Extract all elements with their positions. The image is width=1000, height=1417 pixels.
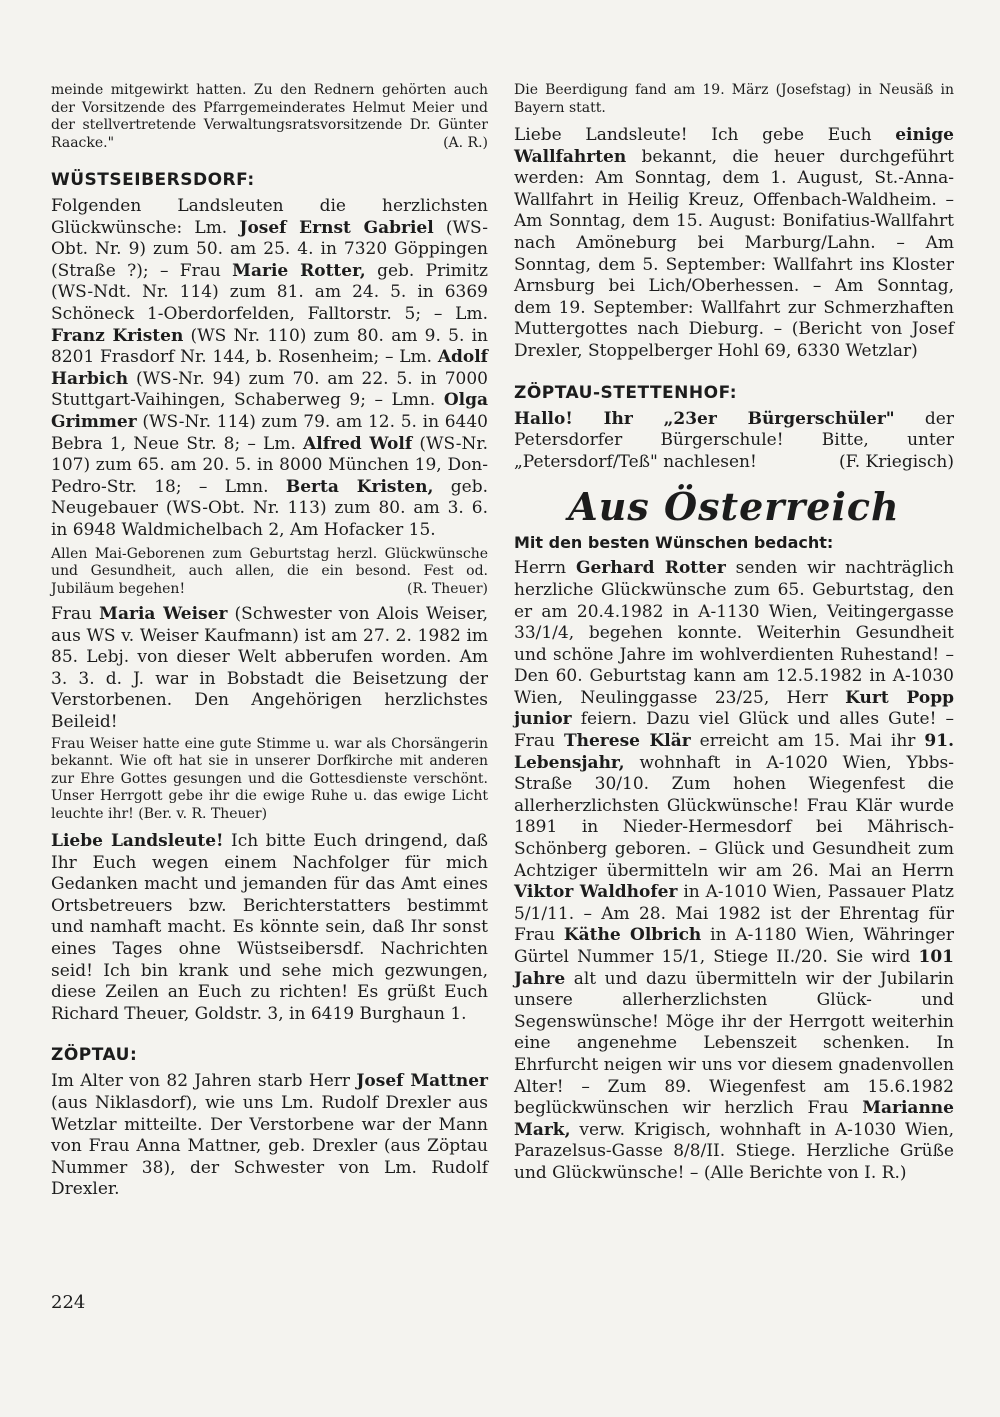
age-91: 91. Lebensjahr, bbox=[514, 731, 954, 773]
name-therese-klaer: Therese Klär bbox=[563, 731, 691, 752]
page-number: 224 bbox=[51, 1292, 86, 1313]
heading-wuestseibersdorf: WÜSTSEIBERSDORF: bbox=[51, 170, 255, 190]
name-viktor-waldhofer: Viktor Waldhofer bbox=[514, 882, 678, 903]
name-kristen-franz: Franz Kristen bbox=[51, 325, 184, 346]
intro-paragraph: meinde mitgewirkt hatten. Zu den Rednern gehörten auch der Vorsitzende des Pfarrgemeinderates Helmut Meier und der stellvertretende Verwaltungsratsvorsitzende Dr. Günter Raacke." (A. R.) bbox=[51, 82, 488, 151]
right-column bbox=[514, 82, 954, 1185]
appeal-paragraph: Liebe Landsleute! Ich bitte Euch dringend, daß Ihr Euch wegen einem Nachfolger für mich Gedanken macht und jemanden für das Amt eines Ortsbetreuers bzw. Berichterstatters bestimmt und namhaft macht. Es könnte sein, daß Ihr sonst eines Tages ohne Wüstseibersdf. Nachrichten seid! Ich bin krank und sehe mich gezwungen, diese Zeilen an Euch zu richten! Es grüßt Euch Richard Theuer, Goldstr. 3, in 6419 Burghaun 1. bbox=[51, 831, 488, 1024]
may-wishes-paragraph: Allen Mai-Geborenen zum Geburtstag herzl. Glückwünsche und Gesundheit, auch allen, die ein besond. Fest od. Jubiläum begehen! (R. Theuer) bbox=[51, 545, 488, 597]
name-grimmer: Olga Grimmer bbox=[51, 390, 488, 432]
stettenhof-lead: Hallo! Ihr „23er Bürgerschüler" bbox=[514, 408, 895, 429]
burial-paragraph: Die Beerdigung fand am 19. März (Josefstag) in Neusäß in Bayern statt. bbox=[514, 82, 954, 116]
obituary-weiser-paragraph: Frau Maria Weiser (Schwester von Alois Weiser, aus WS v. Weiser Kaufmann) ist am 27. 2. 1982 im 85. Lebj. von dieser Welt abberufen worden. Am 3. 3. d. J. war in Bobstadt die Beisetzung der Verstorbenen. Den Angehörigen herzlichstes Beileid! bbox=[51, 604, 488, 732]
austria-subheading: Mit den besten Wünschen bedacht: bbox=[514, 533, 834, 553]
intro-credit: (A. R.) bbox=[443, 134, 488, 151]
name-rotter: Marie Rotter, bbox=[232, 260, 366, 281]
section-title-austria: Aus Österreich bbox=[568, 484, 900, 530]
left-column bbox=[51, 82, 488, 1201]
heading-zoeptau: ZÖPTAU: bbox=[51, 1045, 138, 1066]
obituary-mattner-paragraph: Im Alter von 82 Jahren starb Herr Josef Mattner (aus Niklasdorf), wie uns Lm. Rudolf Drexler aus Wetzlar mitteilte. Der Verstorbene war der Mann von Frau Anna Mattner, geb. Drexler (aus Zöptau Nummer 38), der Schwester von Lm. Rudolf Drexler. bbox=[51, 1071, 489, 1200]
austria-paragraph: Herrn Gerhard Rotter senden wir nachträglich herzliche Glückwünsche zum 65. Geburtstag, den er am 20.4.1982 in A-1130 Wien, Veitingergasse 33/1/4, begehen konnte. Weiterhin Gesundheit und schöne Jahre im wohlverdienten Ruhestand! – Den 60. Geburtstag kann am 12.5.1982 in A-1030 Wien, Neulinggasse 23/25, Herr Kurt Popp junior feiern. Dazu viel Glück und alles Gute! – Frau Therese Klär erreicht am 15. Mai ihr 91. Lebensjahr, wohnhaft in A-1020 Wien, Ybbs-Straße 30/10. Zum hohen Wiegenfest die allerherzlichsten Glückwünsche! Frau Klär wurde 1891 in Nieder-Hermesdorf bei Mährisch-Schönberg geboren. – Glück und Gesundheit zum Achtziger übermitteln wir am 26. Mai an Herrn Viktor Waldhofer in A-1010 Wien, Passauer Platz 5/1/11. – Am 28. Mai 1982 ist der Ehrentag für Frau Käthe Olbrich in A-1180 Wien, Währinger Gürtel Nummer 15/1, Stiege II./20. Sie wird 101 Jahre alt und dazu übermitteln wir der Jubilarin unsere allerherzlichsten Glück- und Segenswünsche! Möge ihr der Herrgott weiterhin eine angenehme Lebenszeit schenken. In Ehrfurcht neigen wir uns vor diesem gnadenvollen Alter! – Zum 89. Wiegenfest am 15.6.1982 beglückwünschen wir herzlich Frau Marianne Mark, verw. Krigisch, wohnhaft in A-1030 Wien, Parazelsus-Gasse 8/8/II. Stiege. Herzliche Grüße und Glückwünsche! – (Alle Berichte von I. R.) bbox=[514, 558, 954, 1183]
name-gerhard-rotter: Gerhard Rotter bbox=[575, 558, 726, 579]
birthday-list-paragraph: Folgenden Landsleuten die herzlichsten Glückwünsche: Lm. Josef Ernst Gabriel (WS-Obt. Nr. 9) zum 50. am 25. 4. in 7320 Göppingen (Straße ?); – Frau Marie Rotter, geb. Primitz (WS-Ndt. Nr. 114) zum 81. am 24. 5. in 6369 Schöneck 1-Oberdorfelden, Falltorstr. 5; – Lm. Franz Kristen (WS Nr. 110) zum 80. am 9. 5. in 8201 Frasdorf Nr. 144, b. Rosenheim; – Lm. Adolf Harbich (WS-Nr. 94) zum 70. am 22. 5. in 7000 Stuttgart-Vaihingen, Schaberweg 9; – Lmn. Olga Grimmer (WS-Nr. 114) zum 79. am 12. 5. in 6440 Bebra 1, Neue Str. 8; – Lm. Alfred Wolf (WS-Nr. 107) zum 65. am 20. 5. in 8000 München 19, Don-Pedro-Str. 18; – Lmn. Berta Kristen, geb. Neugebauer (WS-Obt. Nr. 113) zum 80. am 3. 6. in 6948 Waldmichelbach 2, Am Hofacker 15. bbox=[51, 196, 489, 540]
name-harbich: Adolf Harbich bbox=[51, 347, 488, 389]
heading-stettenhof: ZÖPTAU-STETTENHOF: bbox=[514, 382, 738, 403]
name-marianne-mark: Marianne Mark, bbox=[514, 1098, 954, 1140]
may-wishes-credit: (R. Theuer) bbox=[407, 580, 488, 597]
name-weiser: Maria Weiser bbox=[99, 604, 228, 624]
stettenhof-credit: (F. Kriegisch) bbox=[838, 451, 954, 472]
appeal-lead: Liebe Landsleute! bbox=[51, 831, 224, 852]
name-kaethe-olbrich: Käthe Olbrich bbox=[563, 925, 702, 946]
pilgrimage-lead: einige Wallfahrten bbox=[514, 125, 954, 167]
pilgrimage-paragraph: Liebe Landsleute! Ich gebe Euch einige Wallfahrten bekannt, die heuer durchgeführt werden: Am Sonntag, dem 1. August, St.-Anna-Wallfahrt in Heilig Kreuz, Offenbach-Waldheim. – Am Sonntag, dem 15. August: Bonifatius-Wallfahrt nach Amöneburg bei Marburg/Lahn. – Am Sonntag, dem 5. September: Wallfahrt ins Kloster Arnsburg bei Lich/Oberhessen. – Am Sonntag, dem 19. September: Wallfahrt zur Schmerzhaften Muttergottes nach Dieburg. – (Bericht von Josef Drexler, Stoppelberger Hohl 69, 6330 Wetzlar) bbox=[514, 125, 954, 361]
name-kurt-popp: Kurt Popp junior bbox=[514, 687, 954, 730]
age-101: 101 Jahre bbox=[514, 947, 954, 989]
name-wolf: Alfred Wolf bbox=[303, 433, 413, 454]
name-gabriel: Josef Ernst Gabriel bbox=[239, 217, 434, 238]
name-mattner: Josef Mattner bbox=[356, 1071, 489, 1092]
weiser-note-paragraph: Frau Weiser hatte eine gute Stimme u. war als Chorsängerin bekannt. Wie oft hat sie in unserer Dorfkirche mit anderen zur Ehre Gottes gesungen und die Gottesdienste verschönt. Unser Herrgott gebe ihr die ewige Ruhe u. das ewige Licht leuchte ihr! (Ber. v. R. Theuer) bbox=[51, 735, 488, 822]
stettenhof-paragraph: Hallo! Ihr „23er Bürgerschüler" der Petersdorfer Bürgerschule! Bitte, unter „Petersdorf/Teß" nachlesen! (F. Kriegisch) bbox=[514, 408, 954, 472]
name-kristen-berta: Berta Kristen, bbox=[285, 476, 434, 497]
